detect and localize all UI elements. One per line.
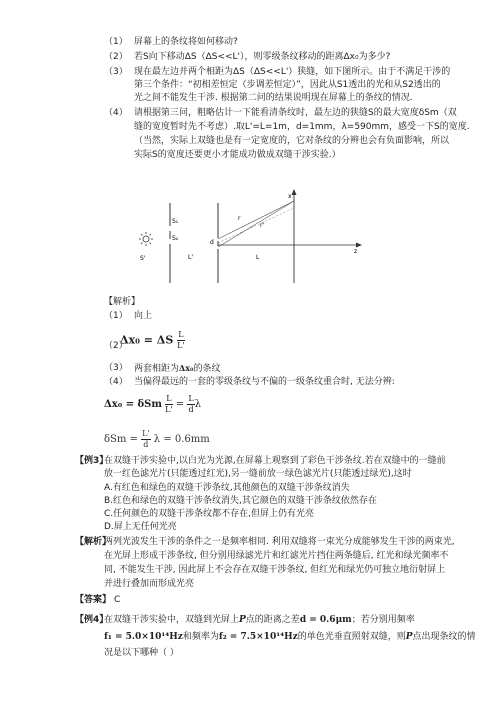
example-3-option-b: B.红色和绿色的双缝干涉条纹消失,其它颜色的双缝干涉条纹依然存在 (104, 496, 377, 506)
example-4-l1-a: 在双缝干涉实验中，双缝到光屏上 (104, 615, 240, 625)
example-4-l2-b: 的单色光垂直照射双缝，则 (297, 632, 406, 642)
analysis-4-text: 当偏得最远的一套的零级条纹与不偏的一级条纹重合时, 无法分辨: (134, 377, 395, 387)
example-4-line-3 (104, 647, 179, 660)
explanation-3-line-4: 并进行叠加而形成光亮 (104, 579, 195, 589)
example-3-line-1: 在双缝干涉实验中,以白光为光源,在屏幕上观察到了彩色干涉条纹.若在双缝中的一缝前 (104, 456, 446, 466)
z-axis-arrow-icon (356, 243, 362, 248)
question-3-line-3: 光之间不能发生干涉. 根据第二问的结果说明现在屏幕上的条纹的情况. (134, 93, 413, 103)
analysis-title: 【解析】 (104, 297, 141, 307)
question-4-line-1: 请根据第三问，粗略估计一下能看清条纹时，最左边的狭缝S的最大宽度δSm（双 (134, 108, 457, 118)
question-2-number: （2） (104, 52, 128, 62)
eq1-frac2-top: L (188, 394, 194, 403)
analysis-3-text (134, 362, 221, 376)
analysis-3-number: （3） (104, 363, 128, 373)
example-4-l3: 况是以下哪种 (104, 648, 159, 658)
double-slit-diagram (130, 183, 370, 293)
fraction-denominator: L' (177, 341, 185, 350)
equation-2-lhs: δSm = (104, 434, 142, 445)
question-3-number: （3） (104, 67, 128, 77)
eq2-frac-top: L' (142, 429, 150, 438)
example-4-line-2 (104, 631, 476, 644)
equation-1-fraction-2 (187, 394, 194, 415)
example-4-l1-c: ；若分别用频率 (351, 615, 415, 625)
label-s-prime: S' (140, 255, 146, 262)
analysis-3-post: 的条纹 (193, 364, 221, 374)
label-d: d (210, 239, 214, 246)
label-z: z (354, 248, 358, 255)
example-4-point-p-2: P (405, 632, 413, 642)
question-4-line-2: 缝的宽度暂时先不考虑）.取L'=L=1m，d=1mm，λ=590mm，感受一下S的宽度. (134, 122, 470, 132)
question-2-text: 若S向下移动ΔS（ΔS<<L'），则零级条纹移动的距离Δx₀为多少? (134, 52, 391, 62)
example-3-option-c: C.任何颜色的双缝干涉条纹都不存在,但屏上仍有光亮 (104, 509, 315, 519)
question-4-number: （4） (104, 108, 128, 118)
equation-1-fraction-1 (165, 394, 173, 415)
equation-resolution-limit (104, 394, 201, 415)
example-4-l2-a: 和频率为 (182, 632, 219, 642)
label-s2: S₂ (172, 235, 179, 242)
equation-delta-x0 (120, 330, 185, 351)
question-3-line-2: 第三个条件：“初相差恒定（步调差恒定）”，因此从S1透出的光和从S2透出的 (134, 80, 441, 90)
ray-r (218, 201, 294, 239)
label-l: L (256, 254, 260, 261)
analysis-4-number: （4） (104, 377, 128, 387)
equation-1-lhs: Δx₀ = δSm (104, 399, 162, 410)
question-3-line-1: 现在最左边并两个相距为ΔS（ΔS<<L'）狭缝，如下图所示。由于不满足干涉的 (134, 67, 451, 77)
question-1-number: （1） (104, 37, 128, 47)
example-3-option-d: D.屏上无任何光亮 (104, 522, 177, 532)
label-x: x (288, 193, 292, 200)
equation-result (104, 429, 210, 450)
example-4-l2-c: 点出现条纹的情 (412, 632, 476, 642)
example-4-tag: 【例4】 (75, 615, 109, 625)
analysis-1-number: （1） (104, 311, 128, 321)
equation-lhs: Δx₀ = ΔS (120, 333, 174, 347)
analysis-3-pre: 两套相距为 (134, 364, 180, 374)
equation-1-tail: λ (194, 399, 202, 410)
equation-1-mid: = (172, 399, 188, 410)
explanation-3-line-3: 同, 不能发生干涉, 因此屏上不会存在双缝干涉条纹, 但红光和绿光仍可独立地衍射屏上 (104, 565, 446, 575)
explanation-3-line-2: 在光屏上形成干涉条纹, 但分别用绿滤光片和红滤光片挡住两条缝后, 红光和绿光频率不 (104, 551, 449, 561)
example-4-line-1 (104, 614, 415, 627)
example-4-path-difference: d = 0.6μm (299, 615, 352, 625)
example-3-line-2: 放一红色滤光片(只能透过红光),另一缝前放一绿色滤光片(只能透过绿光),这时 (104, 469, 412, 479)
example-4-point-p: P (239, 615, 246, 625)
fraction-numerator: L (178, 330, 184, 339)
x-axis-arrow-icon (292, 189, 297, 195)
label-l-prime: L' (188, 254, 193, 261)
question-1-text: 屏幕上的条纹将如何移动? (134, 37, 238, 47)
label-r-prime: r' (260, 222, 265, 229)
question-4-line-4: 实际S的宽度还要更小才能成功做成双缝干涉实验.） (134, 150, 341, 160)
analysis-3-symbol: Δx₀ (179, 363, 194, 373)
explanation-3-line-1: 两列光波发生干涉的条件之一是频率相同. 利用双缝将一束光分成能够发生干涉的两束光, (104, 537, 455, 547)
example-4-frequency-1: f₁ = 5.0×10¹⁴Hz (104, 632, 183, 642)
eq2-frac-bottom: d (143, 440, 149, 449)
example-4-l1-b: 点的距离之差 (245, 615, 300, 625)
label-r: r (238, 215, 241, 222)
fraction-l-over-lprime (177, 330, 185, 351)
example-4-frequency-2: f₂ = 7.5×10¹⁴Hz (218, 632, 298, 642)
answer-3-tag: 【答案】 (75, 595, 112, 605)
example-4-answer-paren: （ ） (158, 648, 179, 658)
light-source-icon (139, 232, 153, 246)
ray-center (218, 208, 294, 243)
label-s1: S₁ (172, 218, 179, 225)
equation-2-tail: λ = 0.6mm (153, 434, 210, 445)
answer-3-value: C (114, 595, 121, 605)
example-3-option-a: A.有红色和绿色的双缝干涉条纹,其他颜色的双缝干涉条纹消失 (104, 483, 350, 493)
eq1-frac1-bottom: L' (165, 405, 173, 414)
example-3-tag: 【例3】 (75, 456, 109, 466)
equation-2-fraction (141, 429, 151, 450)
question-4-line-3: （当然，实际上双缝也是有一定宽度的，它对条纹的分辨也会有负面影响，所以 (134, 136, 450, 146)
eq1-frac2-bottom: d (188, 405, 194, 414)
analysis-2-number: （2） (104, 341, 128, 351)
eq1-frac1-top: L (166, 394, 172, 403)
analysis-1-text: 向上 (134, 311, 153, 321)
ray-r-prime (218, 201, 294, 247)
explanation-3-tag: 【解析】 (75, 537, 112, 547)
